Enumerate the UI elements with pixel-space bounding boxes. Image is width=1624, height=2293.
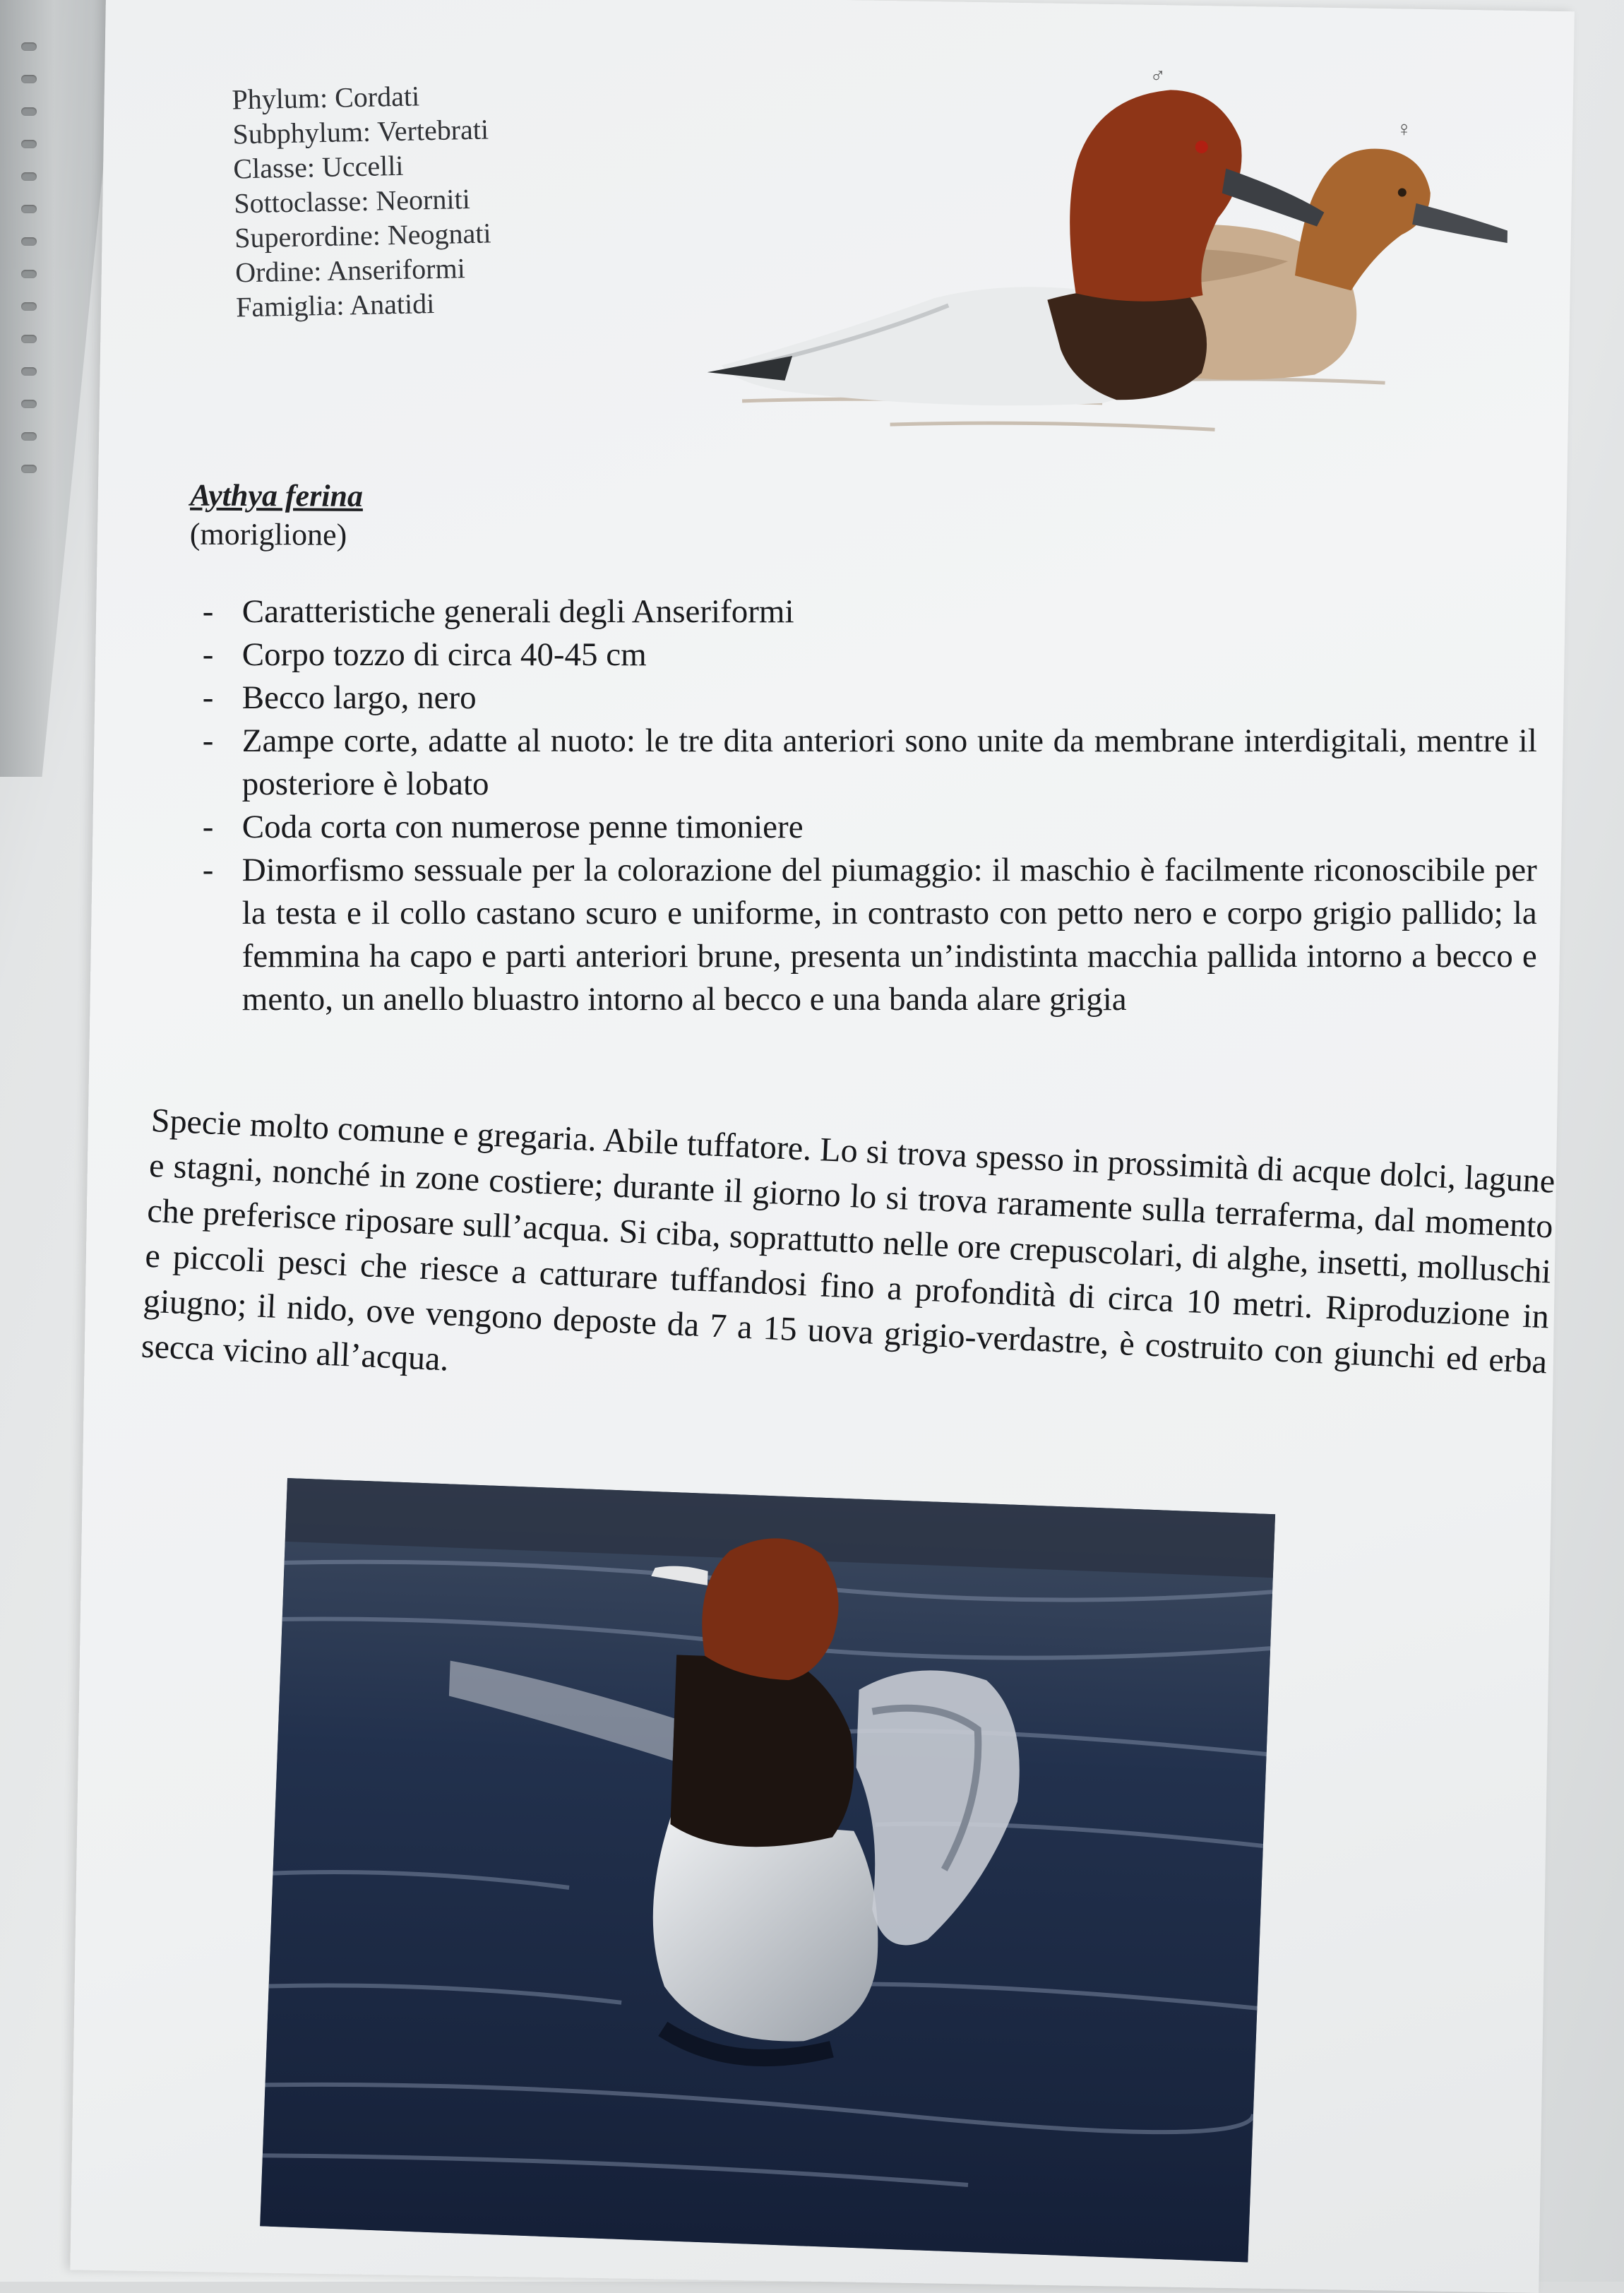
binder-hole xyxy=(21,432,37,441)
document-page xyxy=(70,0,1574,2293)
taxonomy-class: Classe: Uccelli xyxy=(232,149,404,185)
binder-hole xyxy=(21,400,37,408)
photo-scene xyxy=(260,1478,1275,2263)
scientific-name: Aythya ferina xyxy=(190,477,364,513)
binder-hole xyxy=(21,107,37,116)
binder-hole xyxy=(21,335,37,343)
binder-hole xyxy=(21,205,37,213)
binder-hole xyxy=(21,270,37,278)
binder-hole xyxy=(21,465,37,473)
species-heading xyxy=(190,477,363,553)
binder-hole xyxy=(21,367,37,376)
binder-hole xyxy=(21,237,37,246)
taxonomy-family: Famiglia: Anatidi xyxy=(235,287,435,323)
binder-hole xyxy=(21,75,37,83)
binder-hole xyxy=(21,302,37,311)
binder-hole xyxy=(21,140,37,148)
feature-item: - Dimorfismo sessuale per la colorazione del piumaggio: il maschio è facilmente riconoscibile per la testa e il collo castano scuro e uniforme, in contrasto con petto nero e corpo grigio pallido; la femmina ha capo e parti anteriori brune, presenta un’indistinta macchia pallida intorno a becco e mento, un anello bluastro intorno al becco e una banda alare grigia xyxy=(203,849,1537,1021)
taxonomy-subphylum: Subphylum: Vertebrati xyxy=(232,113,489,150)
duck-photo xyxy=(260,1478,1275,2263)
binder-holes xyxy=(13,42,55,466)
feature-item: - Coda corta con numerose penne timoniere xyxy=(203,806,1537,849)
common-name: (moriglione) xyxy=(189,516,347,552)
taxonomy-subclass: Sottoclasse: Neorniti xyxy=(233,183,471,220)
binder-hole xyxy=(21,172,37,181)
feature-item: - Caratteristiche generali degli Anseriformi xyxy=(203,590,1537,633)
feature-item: - Becco largo, nero xyxy=(203,677,1537,720)
female-symbol: ♀ xyxy=(1395,117,1412,141)
taxonomy-block xyxy=(232,74,659,324)
features-list xyxy=(203,590,1537,1021)
taxonomy-order: Ordine: Anseriformi xyxy=(234,252,466,289)
feature-item: - Zampe corte, adatte al nuoto: le tre dita anteriori sono unite da membrane interdigitali, mentre il posteriore è lobato xyxy=(203,720,1537,806)
taxonomy-phylum: Phylum: Cordati xyxy=(232,80,420,116)
taxonomy-superorder: Superordine: Neognati xyxy=(234,217,491,254)
binder-hole xyxy=(21,42,37,51)
feature-item: - Corpo tozzo di circa 40-45 cm xyxy=(203,633,1537,677)
description-paragraph: Specie molto comune e gregaria. Abile tuffatore. Lo si trova spesso in prossimità di acque dolci, lagune e stagni, nonché in zone costiere; durante il giorno lo si trova raramente sulla terraferma, dal momento che preferisce riposare sull’acqua. Si ciba, soprattutto nelle ore crepuscolari, di alghe, insetti, molluschi e piccoli pesci che riesce a catturare tuffandosi fino a profondità di circa 10 metri. Riproduzione in giugno; il nido, ove vengono deposte da 7 a 15 uova grigio-verdastre, è costruito con giunchi ed erba secca vicino all’acqua. xyxy=(140,1101,1556,1381)
male-symbol: ♂ xyxy=(1150,64,1166,88)
duck-pair-illustration xyxy=(678,40,1510,448)
